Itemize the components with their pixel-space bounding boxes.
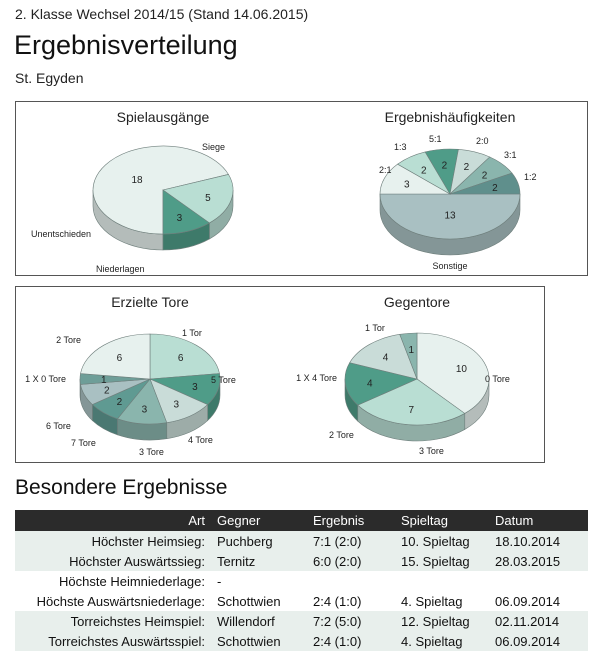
cell-spieltag: 4. Spieltag bbox=[395, 631, 489, 651]
data-label-1-tor: 10 bbox=[455, 364, 467, 376]
team-name: St. Egyden bbox=[15, 70, 84, 86]
special-results-table bbox=[15, 510, 588, 651]
table-row bbox=[15, 571, 588, 591]
category-label-1-x-0-tore: 1 X 0 Tore bbox=[25, 374, 66, 384]
table-row bbox=[15, 631, 588, 651]
chart-title: Spielausgänge bbox=[116, 109, 210, 125]
cell-spieltag: 12. Spieltag bbox=[395, 611, 489, 631]
category-label-1-3: 1:3 bbox=[394, 142, 407, 152]
category-label-3-1: 3:1 bbox=[504, 150, 517, 160]
table-row bbox=[15, 591, 588, 611]
category-label-1-tor: 1 Tor bbox=[182, 328, 202, 338]
cell-datum: 06.09.2014 bbox=[489, 591, 588, 611]
data-label-3-tore: 4 bbox=[367, 378, 373, 390]
cell-gegner: Puchberg bbox=[211, 531, 307, 551]
cell-ergebnis: 7:2 (5:0) bbox=[307, 611, 395, 631]
chart-title: Gegentore bbox=[383, 294, 451, 310]
data-label-3-1: 2 bbox=[481, 170, 488, 182]
table-row bbox=[15, 551, 588, 571]
cell-datum: 02.11.2014 bbox=[489, 611, 588, 631]
data-label-siege: 18 bbox=[131, 174, 143, 186]
cell-gegner: Schottwien bbox=[211, 591, 307, 611]
cell-datum: 06.09.2014 bbox=[489, 631, 588, 651]
data-label-sonstige: 13 bbox=[444, 210, 456, 222]
data-label-2-1: 3 bbox=[404, 179, 410, 191]
data-label-1-x-4-tore: 1 bbox=[408, 344, 415, 356]
header-ergebnis: Ergebnis bbox=[307, 510, 395, 531]
cell-datum: 18.10.2014 bbox=[489, 531, 588, 551]
pie-chart-ergebnish-ufigkeiten bbox=[379, 109, 537, 271]
header-gegner: Gegner bbox=[211, 510, 307, 531]
category-label-2-0: 2:0 bbox=[476, 136, 489, 146]
data-label-6-tore: 2 bbox=[104, 385, 110, 397]
category-label-2-1: 2:1 bbox=[379, 165, 392, 175]
cell-datum bbox=[489, 571, 588, 591]
table-row bbox=[15, 611, 588, 631]
data-label-5-tore: 3 bbox=[192, 382, 198, 394]
outcome-charts-svg bbox=[16, 102, 589, 277]
season-subtitle: 2. Klasse Wechsel 2014/15 (Stand 14.06.2015) bbox=[15, 6, 309, 22]
page-title: Ergebnisverteilung bbox=[14, 30, 238, 60]
data-label-1-3: 2 bbox=[420, 165, 427, 177]
header-spieltag: Spieltag bbox=[395, 510, 489, 531]
category-label-3-tore: 3 Tore bbox=[419, 446, 444, 456]
category-label-0-tore: 0 Tore bbox=[485, 374, 510, 384]
chart-panel-goals bbox=[15, 286, 545, 463]
category-label-niederlagen: Niederlagen bbox=[96, 264, 145, 274]
cell-spieltag bbox=[395, 571, 489, 591]
cell-gegner: Ternitz bbox=[211, 551, 307, 571]
category-label-unentschieden: Unentschieden bbox=[30, 229, 91, 239]
category-label-1-x-4-tore: 1 X 4 Tore bbox=[296, 373, 337, 383]
cell-art: Höchste Auswärtsniederlage: bbox=[15, 591, 211, 611]
cell-gegner: - bbox=[211, 571, 307, 591]
data-label-0-tore: 7 bbox=[408, 405, 415, 417]
chart-panel-outcomes bbox=[15, 101, 588, 276]
data-label-5-1: 2 bbox=[441, 160, 448, 172]
table-header-row bbox=[15, 510, 588, 531]
data-label-3-tore: 3 bbox=[141, 404, 148, 416]
cell-datum: 28.03.2015 bbox=[489, 551, 588, 571]
category-label-3-tore: 3 Tore bbox=[139, 447, 164, 457]
category-label-1-2: 1:2 bbox=[524, 172, 537, 182]
category-label-1-tor: 1 Tor bbox=[365, 323, 385, 333]
category-label-2-tore: 2 Tore bbox=[329, 430, 354, 440]
chart-title: Erzielte Tore bbox=[111, 294, 189, 310]
cell-ergebnis: 7:1 (2:0) bbox=[307, 531, 395, 551]
category-label-4-tore: 4 Tore bbox=[188, 435, 213, 445]
header-art: Art bbox=[15, 510, 211, 531]
data-label-4-tore: 3 bbox=[173, 399, 180, 411]
data-label-1-x-0-tore: 1 bbox=[101, 375, 107, 386]
data-label-1-tor: 6 bbox=[177, 352, 184, 364]
cell-spieltag: 10. Spieltag bbox=[395, 531, 489, 551]
cell-ergebnis: 2:4 (1:0) bbox=[307, 591, 395, 611]
data-label-1-2: 2 bbox=[492, 182, 498, 194]
data-label-niederlagen: 5 bbox=[205, 192, 211, 204]
cell-art: Höchster Auswärtssieg: bbox=[15, 551, 211, 571]
data-label-2-0: 2 bbox=[463, 162, 470, 174]
cell-spieltag: 15. Spieltag bbox=[395, 551, 489, 571]
cell-art: Höchster Heimsieg: bbox=[15, 531, 211, 551]
cell-spieltag: 4. Spieltag bbox=[395, 591, 489, 611]
section-title-special-results: Besondere Ergebnisse bbox=[15, 476, 228, 499]
pie-slice-2-tore bbox=[81, 334, 150, 379]
pie-chart-spielausg-nge bbox=[31, 109, 233, 274]
pie-slice-1-tor bbox=[150, 334, 219, 379]
cell-ergebnis bbox=[307, 571, 395, 591]
table-row bbox=[15, 531, 588, 551]
cell-ergebnis: 6:0 (2:0) bbox=[307, 551, 395, 571]
cell-art: Torreichstes Heimspiel: bbox=[15, 611, 211, 631]
category-label-sonstige: Sonstige bbox=[432, 261, 468, 271]
cell-ergebnis: 2:4 (1:0) bbox=[307, 631, 395, 651]
data-label-2-tore: 6 bbox=[116, 352, 123, 364]
goal-charts-svg bbox=[16, 287, 546, 464]
chart-title: Ergebnishäufigkeiten bbox=[384, 109, 516, 125]
category-label-7-tore: 7 Tore bbox=[71, 438, 96, 448]
cell-gegner: Willendorf bbox=[211, 611, 307, 631]
pie-chart-erzielte-tore bbox=[25, 294, 236, 457]
cell-art: Höchste Heimniederlage: bbox=[15, 571, 211, 591]
pie-chart-gegentore bbox=[296, 294, 510, 456]
cell-art: Torreichstes Auswärtsspiel: bbox=[15, 631, 211, 651]
data-label-7-tore: 2 bbox=[116, 397, 123, 409]
data-label-unentschieden: 3 bbox=[176, 213, 183, 225]
header-datum: Datum bbox=[489, 510, 588, 531]
category-label-2-tore: 2 Tore bbox=[56, 335, 81, 345]
category-label-5-1: 5:1 bbox=[429, 134, 442, 144]
cell-gegner: Schottwien bbox=[211, 631, 307, 651]
data-label-2-tore: 4 bbox=[382, 352, 389, 364]
category-label-siege: Siege bbox=[202, 142, 226, 152]
category-label-6-tore: 6 Tore bbox=[46, 421, 71, 431]
category-label-5-tore: 5 Tore bbox=[211, 375, 236, 385]
